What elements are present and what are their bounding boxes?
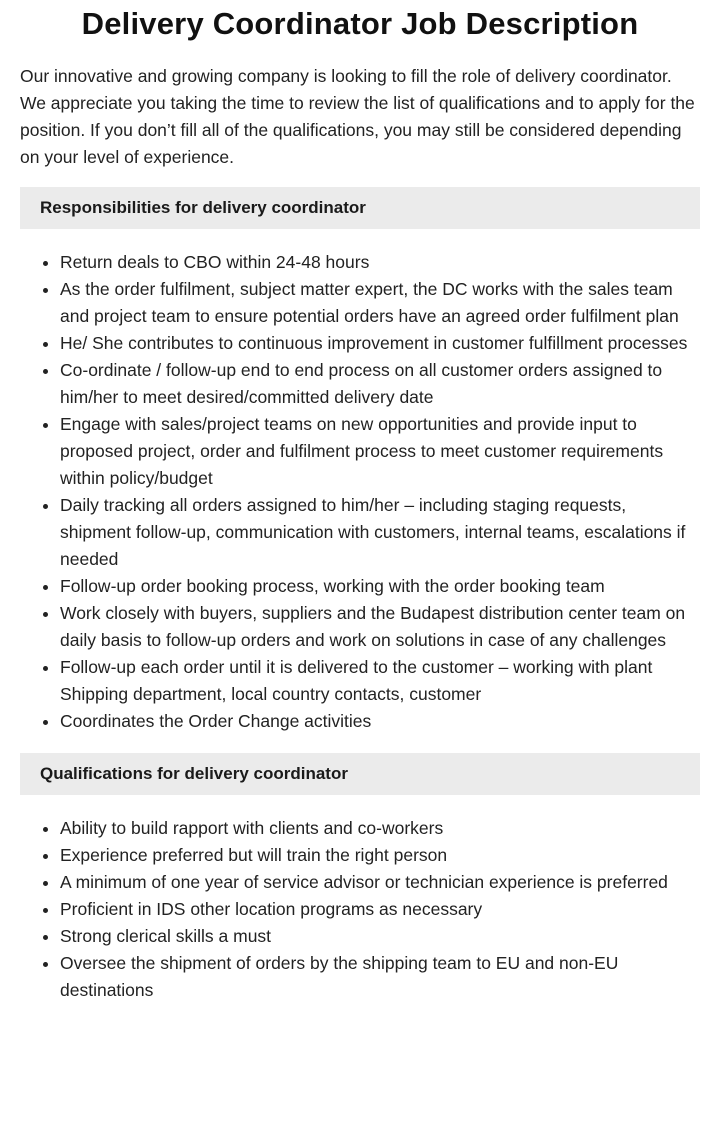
- list-item: • As the order fulfilment, subject matter expert, the DC works with the sales team and project team to ensure potential orders have an agreed order fulfilment plan: [60, 276, 700, 330]
- list-item: • Return deals to CBO within 24-48 hours: [60, 249, 700, 276]
- list-item: • Oversee the shipment of orders by the shipping team to EU and non-EU destinations: [60, 950, 700, 1004]
- qualifications-heading: Qualifications for delivery coordinator: [20, 753, 700, 795]
- list-item: • Ability to build rapport with clients and co-workers: [60, 815, 700, 842]
- qualifications-list: [20, 815, 700, 1004]
- list-item: • Follow-up each order until it is delivered to the customer – working with plant Shipping department, local country contacts, customer: [60, 654, 700, 708]
- list-item: • Coordinates the Order Change activities: [60, 708, 700, 735]
- list-item: • Strong clerical skills a must: [60, 923, 700, 950]
- list-item: • Work closely with buyers, suppliers and the Budapest distribution center team on daily basis to follow-up orders and work on solutions in case of any challenges: [60, 600, 700, 654]
- responsibilities-heading: Responsibilities for delivery coordinator: [20, 187, 700, 229]
- list-item: • A minimum of one year of service advisor or technician experience is preferred: [60, 869, 700, 896]
- list-item: • Daily tracking all orders assigned to him/her – including staging requests, shipment follow-up, communication with customers, internal teams, escalations if needed: [60, 492, 700, 573]
- page-title: Delivery Coordinator Job Description: [81, 6, 639, 41]
- list-item: • Engage with sales/project teams on new opportunities and provide input to proposed project, order and fulfilment process to meet customer requirements within policy/budget: [60, 411, 700, 492]
- list-item: • Follow-up order booking process, working with the order booking team: [60, 573, 700, 600]
- responsibilities-list: [20, 249, 700, 735]
- list-item: • Co-ordinate / follow-up end to end process on all customer orders assigned to him/her to meet desired/committed delivery date: [60, 357, 700, 411]
- list-item: • He/ She contributes to continuous improvement in customer fulfillment processes: [60, 330, 700, 357]
- intro-paragraph: Our innovative and growing company is looking to fill the role of delivery coordinator. We appreciate you taking the time to review the list of qualifications and to apply for the position. If you don’t fill all of the qualifications, you may still be considered depending on your level of experience.: [20, 66, 695, 167]
- list-item: • Proficient in IDS other location programs as necessary: [60, 896, 700, 923]
- list-item: • Experience preferred but will train the right person: [60, 842, 700, 869]
